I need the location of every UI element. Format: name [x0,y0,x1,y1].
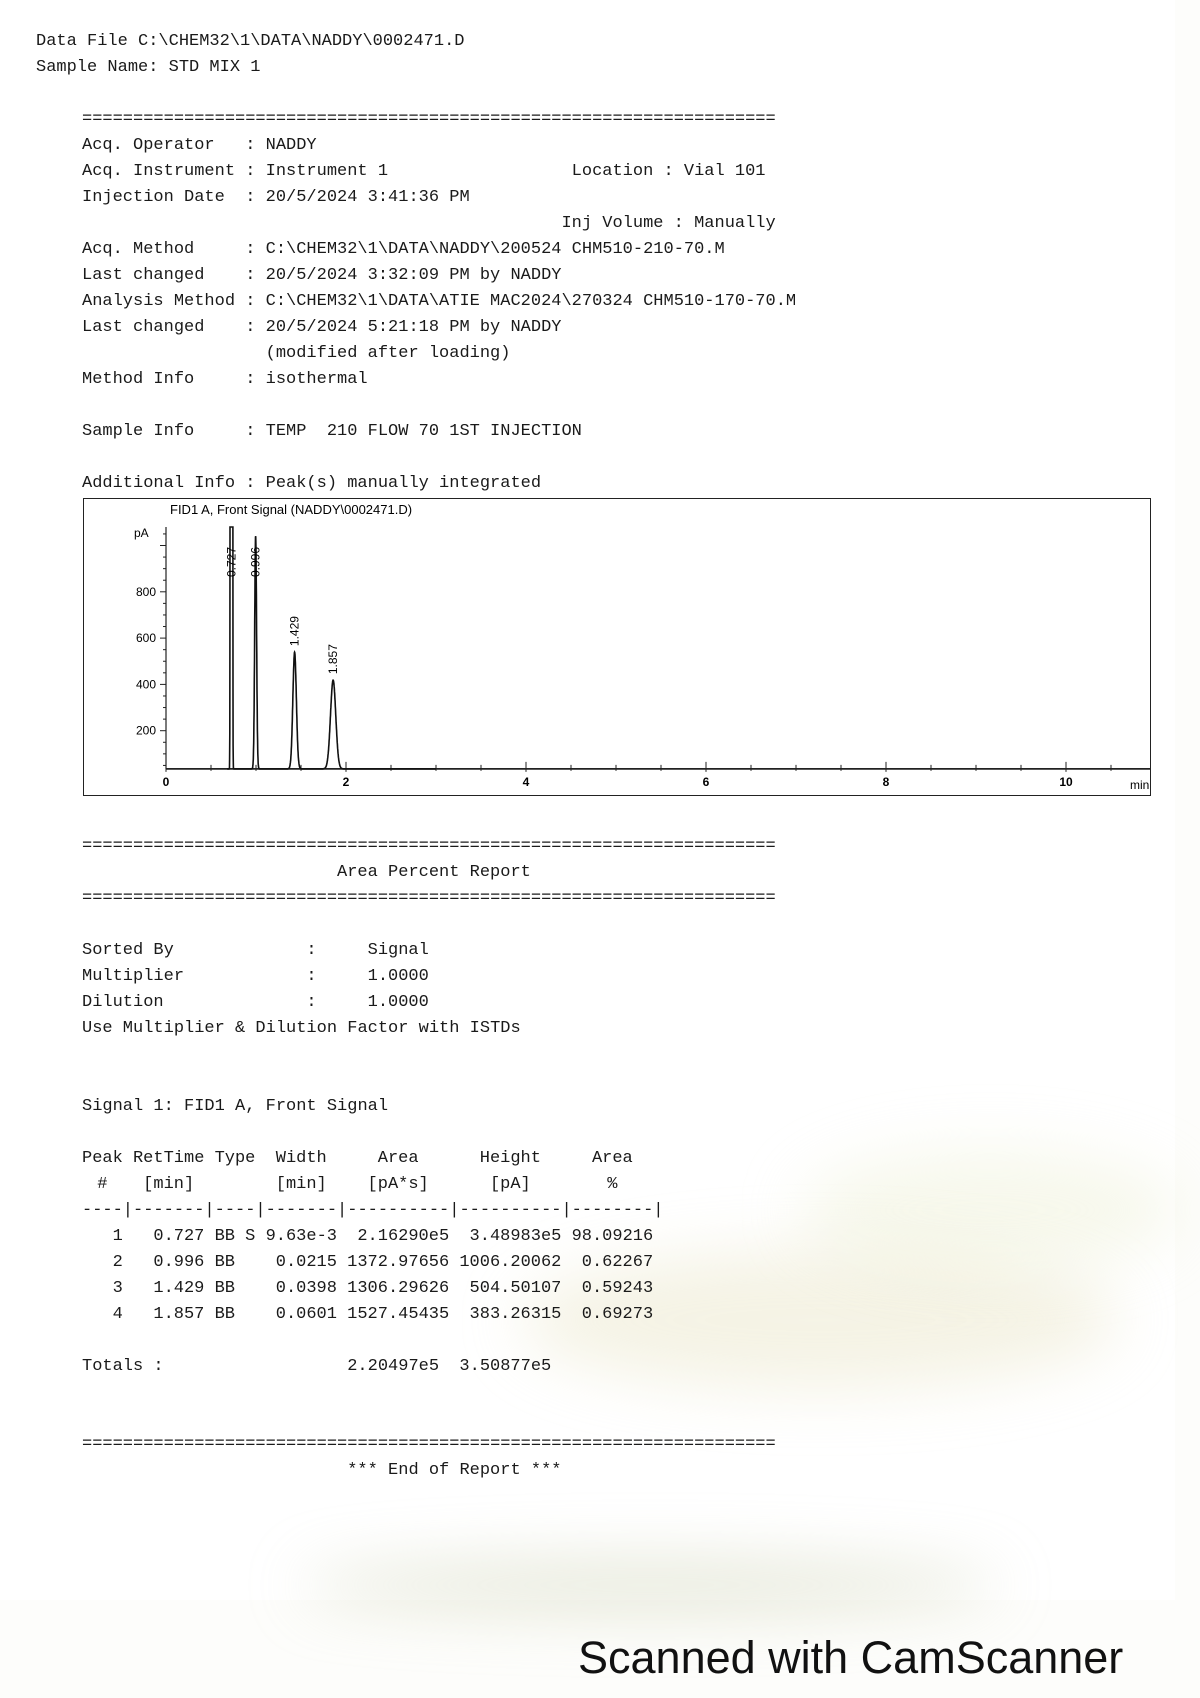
colon: : [306,941,317,960]
cell-area-pct: 0.69273 [581,1305,654,1324]
x-tick-label: 6 [702,774,710,789]
end-of-report: *** End of Report *** [347,1461,562,1480]
column-header-width: Width [275,1149,327,1168]
table-row [82,1250,776,1276]
totals-label: Totals : [82,1357,164,1376]
cell-rettime: 0.727 [153,1227,205,1246]
colon: : [306,967,317,986]
peak-label: 1.429 [287,616,302,647]
y-axis-label: pA [134,526,149,540]
cell-height: 383.26315 [469,1305,562,1324]
table-row [82,1276,776,1302]
sample-name: Sample Name: STD MIX 1 [36,58,261,77]
cell-type: BB S [214,1227,256,1246]
column-header-peak: Peak [82,1149,123,1168]
y-tick-label: 400 [135,677,156,692]
table-header-row [82,1172,776,1198]
paper-stain [800,1150,1180,1270]
y-tick-label: 600 [135,631,156,646]
sorted-by-row [82,938,776,964]
column-unit-width: [min] [275,1175,327,1194]
cell-area: 1527.45435 [347,1305,450,1324]
cell-width: 0.0215 [275,1253,337,1272]
label: Last changed [82,266,205,285]
total-height: 3.50877e5 [459,1357,552,1376]
cell-height: 1006.20062 [459,1253,562,1272]
cell-rettime: 1.857 [153,1305,205,1324]
table-row [82,1224,776,1250]
colon: : [306,993,317,1012]
location: Location : Vial 101 [571,162,766,181]
column-unit-rettime: [min] [143,1175,195,1194]
x-tick-label: 10 [1059,774,1073,789]
label: Acq. Instrument [82,162,236,181]
cell-peak: 4 [112,1305,123,1324]
cell-height: 504.50107 [469,1279,562,1298]
paper-stain [300,1560,1000,1610]
x-tick-label: 2 [342,774,350,789]
value: Signal [367,941,429,960]
cell-area: 1306.29626 [347,1279,450,1298]
column-header-type: Type [214,1149,256,1168]
value: : NADDY [245,136,317,155]
analysis-method-row [82,289,796,315]
label: Last changed [82,318,205,337]
info-block [82,107,796,497]
inj-volume: Inj Volume : Manually [561,214,776,233]
cell-peak: 1 [112,1227,123,1246]
value: : Instrument 1 [245,162,389,181]
column-unit-area-pct: % [607,1175,618,1194]
label: Multiplier [82,967,185,986]
signal-title: Signal 1: FID1 A, Front Signal [82,1097,389,1116]
separator: ==================================================================== [82,837,776,856]
x-tick-label: 0 [162,774,170,789]
peak-label: 0.727 [224,546,239,577]
value: : TEMP 210 FLOW 70 1ST INJECTION [245,422,582,441]
totals-row [82,1354,776,1380]
column-unit-area: [pA*s] [367,1175,429,1194]
column-unit-height: [pA] [489,1175,531,1194]
header-block [36,29,464,81]
value: : 20/5/2024 5:21:18 PM by NADDY [245,318,562,337]
multiplier-row [82,964,776,990]
table-divider: ----|-------|----|-------|----------|----------|--------| [82,1201,664,1220]
cell-peak: 3 [112,1279,123,1298]
y-tick-label: 800 [135,584,156,599]
acq-method-row [82,237,796,263]
separator: ==================================================================== [82,110,776,129]
report-title: Area Percent Report [337,863,531,882]
peak-label: 1.857 [326,644,341,675]
label: Acq. Operator [82,136,215,155]
end-row [82,1458,776,1484]
label: Injection Date [82,188,225,207]
cell-width: 0.0601 [275,1305,337,1324]
acq-instrument-row [82,159,796,185]
istd-note: Use Multiplier & Dilution Factor with ISTDs [82,1019,521,1038]
table-header-row [82,1146,776,1172]
y-tick-label: 200 [135,723,156,738]
cell-area-pct: 0.62267 [581,1253,654,1272]
label: Sorted By [82,941,174,960]
value: 1.0000 [367,993,429,1012]
cell-height: 3.48983e5 [469,1227,562,1246]
cell-peak: 2 [112,1253,123,1272]
cell-area: 2.16290e5 [357,1227,450,1246]
modified-row [82,341,796,367]
sample-info-row [82,419,796,445]
separator: ==================================================================== [82,889,776,908]
x-axis-label: min [1130,778,1150,792]
method-info-row [82,367,796,393]
cell-type: BB [214,1305,235,1324]
value: : C:\CHEM32\1\DATA\NADDY\200524 CHM510-210-70.M [245,240,725,259]
cell-rettime: 1.429 [153,1279,205,1298]
separator: ==================================================================== [82,1435,776,1454]
cell-area-pct: 98.09216 [571,1227,654,1246]
label: Analysis Method [82,292,236,311]
label: Sample Info [82,422,195,441]
x-tick-label: 4 [522,774,530,789]
label: Method Info [82,370,195,389]
value: : 20/5/2024 3:41:36 PM [245,188,470,207]
column-unit-peak: # [97,1175,108,1194]
peak-label: 0.996 [248,546,263,577]
x-tick-label: 8 [882,774,890,789]
cell-rettime: 0.996 [153,1253,205,1272]
chromatogram [83,498,1151,796]
cell-width: 9.63e-3 [265,1227,337,1246]
column-header-height: Height [479,1149,541,1168]
chromatogram-svg [84,499,1152,797]
value: : C:\CHEM32\1\DATA\ATIE MAC2024\270324 CHM510-170-70.M [245,292,797,311]
label: Additional Info [82,474,236,493]
cell-area-pct: 0.59243 [581,1279,654,1298]
injection-date-row [82,185,796,211]
camscanner-watermark: Scanned with CamScanner [578,1632,1124,1683]
report-title-row [82,860,776,886]
table-row [82,1302,776,1328]
cell-width: 0.0398 [275,1279,337,1298]
cell-area: 1372.97656 [347,1253,450,1272]
chart-title: FID1 A, Front Signal (NADDY\0002471.D) [170,502,413,517]
dilution-row [82,990,776,1016]
value: 1.0000 [367,967,429,986]
last-changed-row [82,315,796,341]
additional-info-row [82,471,796,497]
data-file: Data File C:\CHEM32\1\DATA\NADDY\0002471.D [36,32,465,51]
cell-type: BB [214,1253,235,1272]
label: Dilution [82,993,164,1012]
label: Acq. Method [82,240,195,259]
modified-note: (modified after loading) [245,344,511,363]
value: : Peak(s) manually integrated [245,474,542,493]
value: : isothermal [245,370,368,389]
column-header-area: Area [377,1149,419,1168]
report-block [82,834,776,1484]
total-area: 2.20497e5 [347,1357,440,1376]
inj-volume-row [82,211,796,237]
cell-type: BB [214,1279,235,1298]
last-changed-row [82,263,796,289]
acq-operator-row [82,133,796,159]
value: : 20/5/2024 3:32:09 PM by NADDY [245,266,562,285]
column-header-area-pct: Area [591,1149,633,1168]
column-header-rettime: RetTime [132,1149,205,1168]
